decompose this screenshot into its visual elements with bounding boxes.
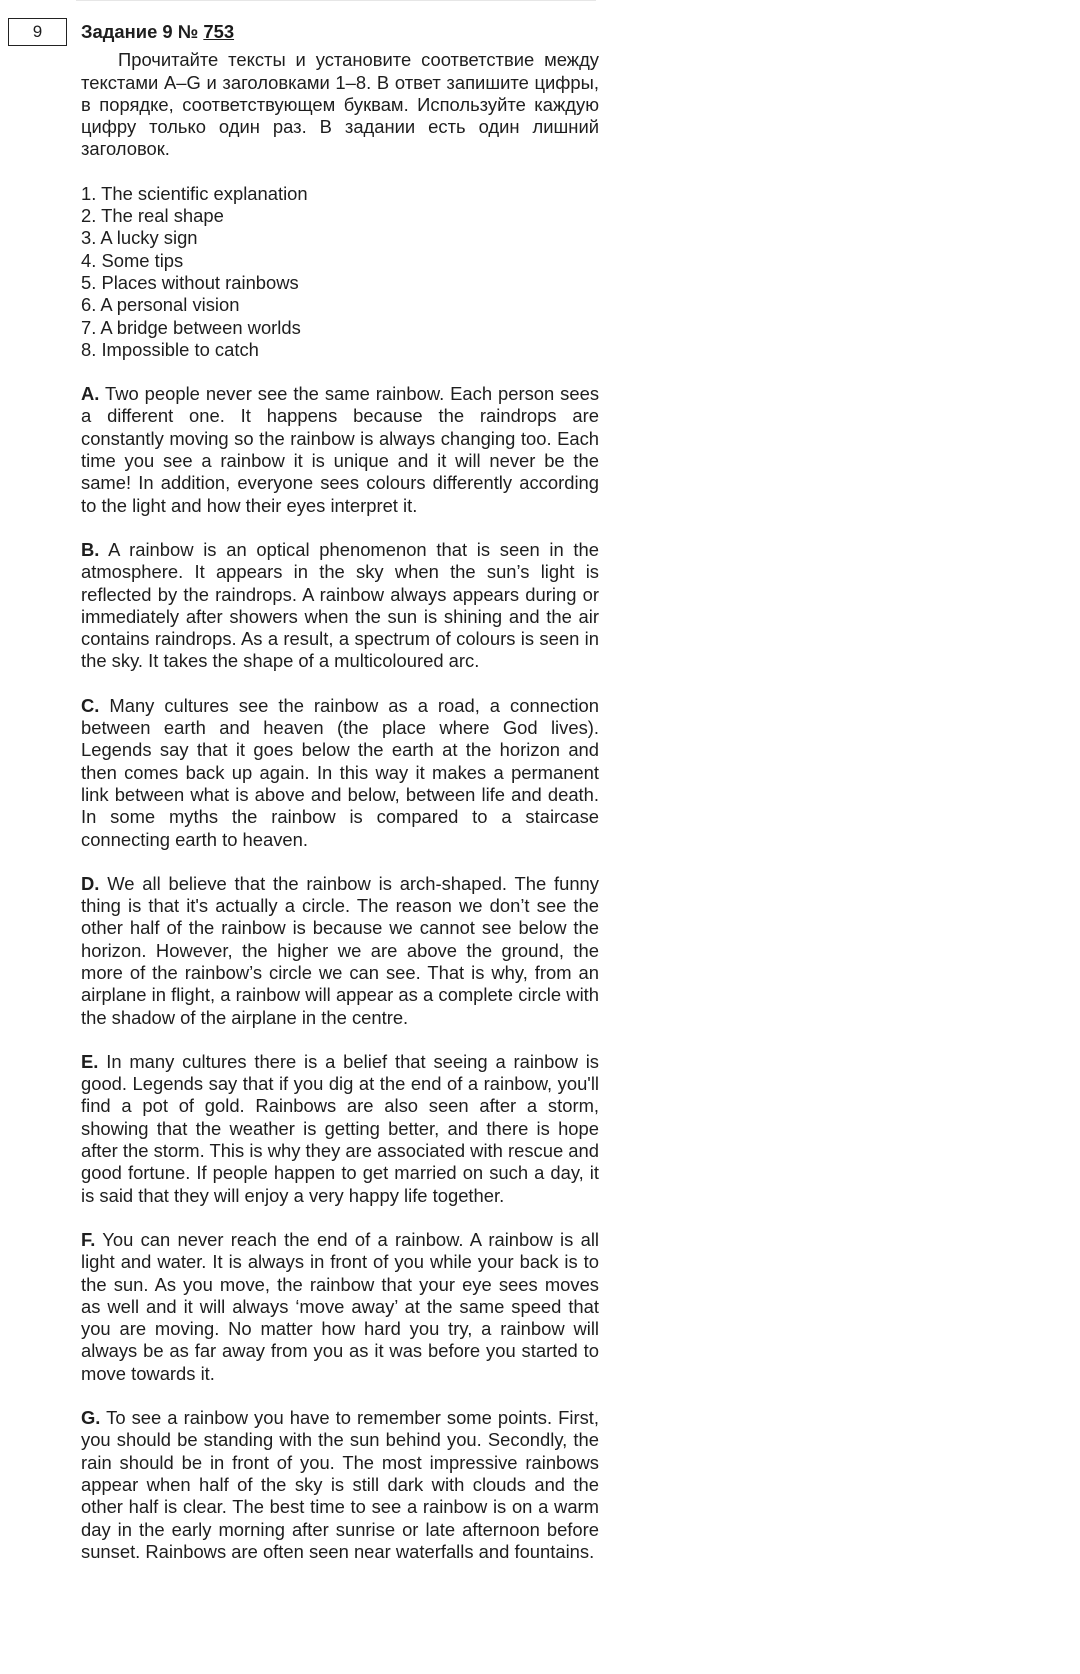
task-id-link[interactable]: 753 [203,21,235,42]
heading-list [81,183,599,361]
heading-item: 6. A personal vision [81,294,240,316]
text-e [81,1051,599,1207]
text-body: To see a rainbow you have to remember some points. First, you should be standing with the sun behind you. Secondly, the rain should be in front of you. The most impressive rainbows appear when half of the sky is still dark with clouds and the other half is clear. The best time to see a rainbow is on a warm day in the early morning after sunrise or late afternoon before sunset. Rainbows are often seen near waterfalls and fountains. [81,1407,599,1562]
text-g [81,1407,599,1563]
text-body: In many cultures there is a belief that seeing a rainbow is good. Legends say that if you dig at the end of a rainbow, you'll find a pot of gold. Rainbows are also seen after a storm, showing that the weather is getting better, and there is hope after the storm. This is why they are associated with rescue and good fortune. If people happen to get married on such a day, it is said that they will enjoy a very happy life together. [81,1050,599,1206]
text-body: Many cultures see the rainbow as a road, a connection between earth and heaven (the place where God lives). Legends say that it goes below the earth at the horizon and then comes back up again. In this way it makes a permanent link between what is above and below, between life and death. In some myths the rainbow is compared to a staircase connecting earth to heaven. [81,694,599,850]
heading-item: 8. Impossible to catch [81,338,259,360]
task-number-box: 9 [8,18,67,46]
text-a [81,383,599,517]
heading-item: 2. The real shape [81,205,224,227]
heading-item: 4. Some tips [81,249,184,271]
text-letter: D. [81,872,100,894]
text-body: A rainbow is an optical phenomenon that is seen in the atmosphere. It appears in the sky when the sun’s light is reflected by the raindrops. A rainbow always appears during or immediately after showers when the sun is shining and the air contains raindrops. As a result, a spectrum of colours is seen in the sky. It takes the shape of a multicoloured arc. [81,538,599,672]
text-body: You can never reach the end of a rainbow. A rainbow is all light and water. It is always in front of you while your back is to the sun. As you move, the rainbow that your eye sees moves as well and it will always ‘move away’ at the same speed that you are moving. No matter how hard you try, a rainbow will always be as far away from you as it was before you started to move towards it. [81,1228,599,1384]
top-divider [76,0,596,1]
text-letter: E. [81,1050,99,1072]
text-c [81,695,599,851]
text-letter: B. [81,538,100,560]
text-f [81,1229,599,1385]
text-letter: G. [81,1407,101,1429]
task-content [81,21,599,1585]
heading-item: 7. A bridge between worlds [81,316,301,338]
heading-item: 5. Places without rainbows [81,271,299,293]
heading-item: 3. A lucky sign [81,227,198,249]
text-letter: C. [81,694,100,716]
text-letter: A. [81,383,100,405]
text-d [81,873,599,1029]
text-body: Two people never see the same rainbow. Each person sees a different one. It happens because the raindrops are constantly moving so the rainbow is always changing too. Each time you see a rainbow it is unique and it will never be the same! In addition, everyone sees colours differently according to the light and how their eyes interpret it. [81,383,600,516]
task-instruction: Прочитайте тексты и установите соответствие между текстами A–G и заголовками 1–8. В ответ запишите цифры, в порядке, соответствующем буквам. Используйте каждую цифру только один раз. В задании есть один лишний заголовок. [81,49,599,160]
text-body: We all believe that the rainbow is arch-shaped. The funny thing is that it's actually a circle. The reason we don’t see the other half of the rainbow is because we cannot see below the horizon. However, the higher we are above the ground, the more of the rainbow’s circle we can see. That is why, from an airplane in flight, a rainbow will appear as a complete circle with the shadow of the airplane in the centre. [81,872,599,1028]
task-header-label: Задание 9 № [81,21,204,42]
task-header [81,21,599,43]
text-b [81,539,599,673]
heading-item: 1. The scientific explanation [81,182,308,204]
text-letter: F. [81,1228,96,1250]
